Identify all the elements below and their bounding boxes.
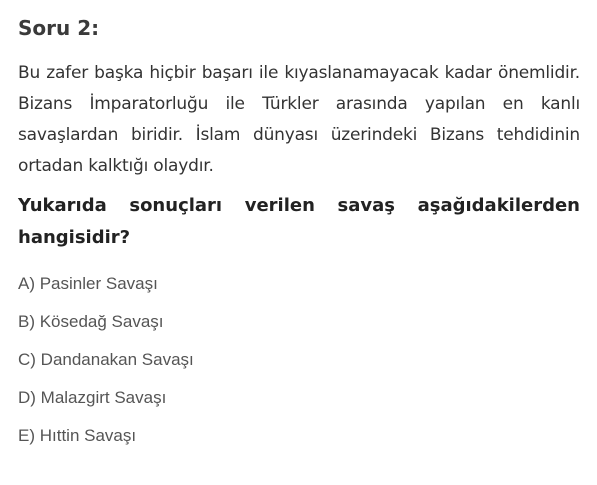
option-a[interactable]: A) Pasinler Savaşı bbox=[18, 274, 158, 293]
question-passage: Bu zafer başka hiçbir başarı ile kıyaslanamayacak kadar önemlidir. Bizans İmparatorluğu ile Türkler arasında yapılan en kanlı savaşlardan biridir. İslam dünyası üzerindeki Bizans tehdidinin ortadan kalktığı olaydır. bbox=[18, 63, 580, 176]
question-prompt: Yukarıda sonuçları verilen savaş aşağıdakilerden hangisidir? bbox=[18, 195, 580, 248]
option-b[interactable]: B) Kösedağ Savaşı bbox=[18, 312, 164, 331]
question-title: Soru 2: bbox=[18, 16, 100, 40]
option-e[interactable]: E) Hıttin Savaşı bbox=[18, 426, 137, 445]
answer-options bbox=[18, 274, 580, 464]
option-d[interactable]: D) Malazgirt Savaşı bbox=[18, 388, 167, 407]
question-card bbox=[18, 14, 580, 464]
option-c[interactable]: C) Dandanakan Savaşı bbox=[18, 350, 194, 369]
